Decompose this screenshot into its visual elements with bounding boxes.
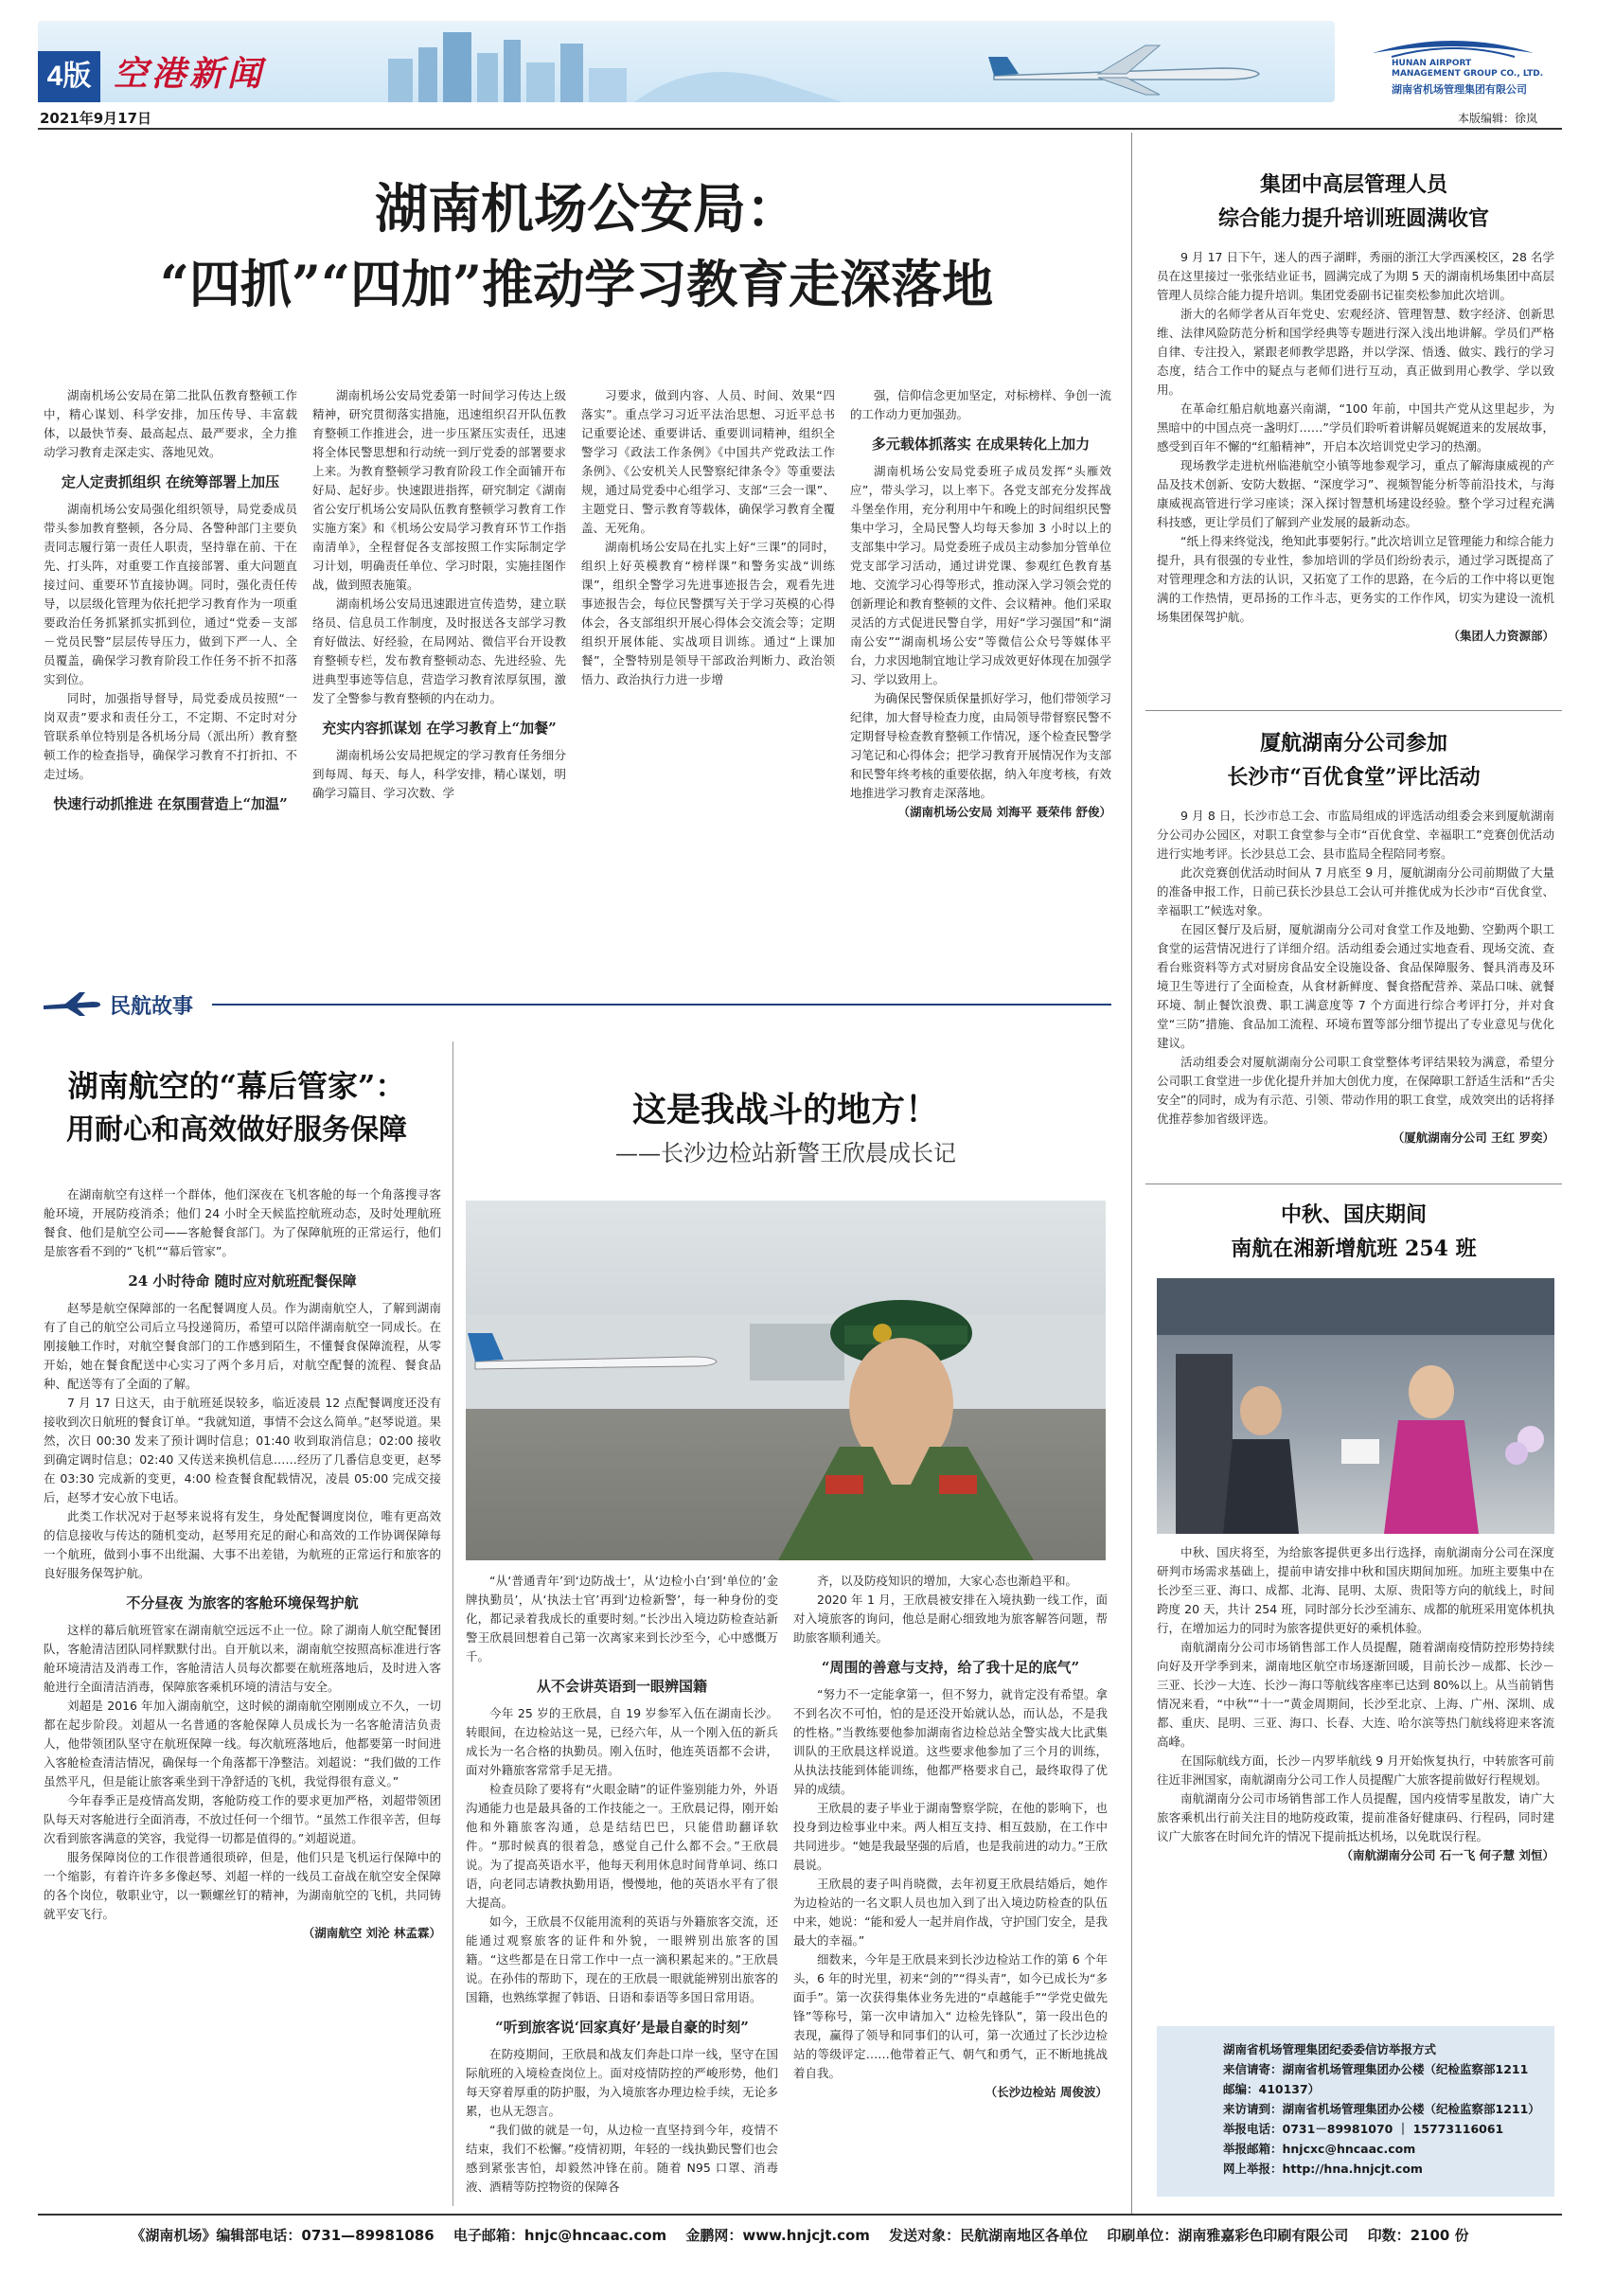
side2-headline-2: 长沙市“百优食堂”评比活动: [1227, 765, 1481, 790]
page-number-badge: 4版: [38, 51, 100, 102]
paragraph: 在防疫期间，王欣晨和战友们奔赴口岸一线，坚守在国际航班的入境检查岗位上。面对疫情防控的严峻形势，他们每天穿着厚重的防护服，为入境旅客办理边检手续，无论多累，也从无怨言。: [466, 2047, 778, 2118]
story2-subtitle: ——长沙边检站新警王欣晨成长记: [615, 1140, 956, 1166]
paragraph: “我们做的就是一句，从边检一直坚持到今年，疫情不结束，我们不松懈。”疫情初期，年轻的一线执勤民警们也会感到紧张害怕，却毅然冲锋在前。随着 N95 口罩、消毒液、酒精等防控物资的保障各: [466, 2123, 778, 2194]
story1-subhead-2: 不分昼夜 为旅客的客舱环境保驾护航: [126, 1594, 359, 1611]
paragraph: 这样的幕后航班管家在湖南航空远远不止一位。除了湖南人航空配餐团队，客舱清洁团队同样默默付出。自开航以来，湖南航空按照高标准进行客舱环境清洁及消毒工作，客舱清洁人员每次都要在航班落地后，及时进入客舱进行全面清洁消毒，保障旅客乘机环境的清洁与安全。: [44, 1623, 441, 1694]
report-title: 湖南省机场管理集团纪委委信访举报方式: [1223, 2042, 1437, 2056]
story1-headline-1: 湖南航空的“幕后管家”：: [67, 1068, 406, 1104]
story1-body: [44, 1185, 441, 2189]
paragraph: 在国际航线方面，长沙－内罗毕航线 9 月开始恢复执行，中转旅客可前往近非洲国家，南航湖南分公司工作人员提醒广大旅客提前做好行程规划。: [1157, 1753, 1554, 1787]
paragraph: 此类工作状况对于赵琴来说将有发生，身处配餐调度岗位，唯有更高效的信息接收与传达的随机变动，赵琴用充足的耐心和高效的工作协调保障每一个航班，做到小事不出纰漏、大事不出差错，为航班的正常运行和旅客的良好服务保驾护航。: [44, 1509, 441, 1580]
org-logo: [1344, 34, 1562, 100]
paragraph: 今年 25 岁的王欣晨，自 19 岁参军入伍在湖南长沙。转眼间，在边检站这一晃，已经六年，从一个刚入伍的新兵成长为一名合格的执勤员。刚入伍时，他连英语都不会讲，面对外籍旅客常常手足无措。: [466, 1706, 778, 1777]
story2-column-2: [793, 1572, 1108, 2197]
side3-photo: [1157, 1278, 1554, 1534]
paragraph: 此次竞赛创优活动时间从 7 月底至 9 月，厦航湖南分公司前期做了大量的准备申报工作，日前已获长沙县总工会认可并推优成为长沙市“百优食堂、幸福职工”候选对象。: [1157, 865, 1554, 917]
side3-body: [1157, 1543, 1554, 1998]
report-box: [1157, 2026, 1554, 2197]
paragraph: 湖南机场公安局在扎实上好“三课”的同时，组织上好英模教育“榜样课”和警务实战“训练课”，组织全警学习先进事迹报告会，观看先进事迹报告会，每位民警撰写关于学习英模的心得体会，各支部组织开展心得体会交流会等；定期组织开展体能、实战项目训练。通过“上课加餐”，全警特别是领导干部政治判断力、政治领悟力、政治执行力进一步增: [581, 540, 835, 686]
paragraph: 湖南机场公安局党委第一时间学习传达上级精神，研究贯彻落实措施，迅速组织召开队伍教育整顿工作推进会，进一步压紧压实责任，迅速将全体民警思想和行动统一到厅党委的部署要求上来。为教育整顿学习教育阶段工作全面铺开布好局、起好步。快速跟进指挥，研究制定《湖南省公安厅机场公安局队伍教育整顿学习教育工作实施方案》和《机场公安局学习教育环节工作指南清单》，全程督促各支部按照工作实际制定学习计划，明确责任单位、学习时限，实施挂图作战，做到照表施策。: [312, 388, 566, 592]
side2-byline: （厦航湖南分公司 王红 罗奕）: [1392, 1130, 1554, 1145]
story1-headline-2: 用耐心和高效做好服务保障: [66, 1113, 407, 1147]
paragraph: 习要求，做到内容、人员、时间、效果“四落实”。重点学习习近平法治思想、习近平总书记重要论述、重要讲话、重要训词精神，组织全警学习《政法工作条例》《中国共产党政法工作条例》、《公安机关人民警察纪律条令》等重要法规，通过局党委中心组学习、支部“三会一课”、主题党日、警示教育等载体，确保学习教育全覆盖、无死角。: [581, 388, 835, 535]
side3-byline: （南航湖南分公司 石一飞 何子慧 刘恒）: [1340, 1848, 1554, 1862]
side1-headline-2: 综合能力提升培训班圆满收官: [1217, 206, 1489, 231]
page-editor: 本版编辑：徐岚: [1458, 112, 1538, 125]
paragraph: 活动组委会对厦航湖南分公司职工食堂整体考评结果较为满意，希望分公司职工食堂进一步优化提升并加大创优力度，在保障职工舒适生活和“舌尖安全”的同时，成为有示范、引领、带动作用的职工食堂，成效突出的话将择优推荐参加省级评选。: [1157, 1055, 1554, 1126]
lead-intro: 湖南机场公安局在第二批队伍教育整顿工作中，精心谋划、科学安排，加压传导、丰富载体，以最快节奏、最高起点、最严要求，全力推动学习教育走深走实、落地见效。: [44, 388, 297, 459]
airplane-icon: [985, 40, 1269, 97]
lead-column-2: [312, 386, 566, 954]
side2-headline-1: 厦航湖南分公司参加: [1259, 731, 1447, 756]
paragraph: 如今，王欣晨不仅能用流利的英语与外籍旅客交流，还能通过观察旅客的证件和外貌，一眼辨别出旅客的国籍。“这些都是在日常工作中一点一滴积累起来的。”王欣晨说。在孙伟的帮助下，现在的王欣晨一眼就能辨别出旅客的国籍，也熟练掌握了韩语、日语和泰语等多国日常用语。: [466, 1914, 778, 2004]
paragraph: 7 月 17 日这天，由于航班延误较多，临近凌晨 12 点配餐调度还没有接收到次日航班的餐食订单。“我就知道，事情不会这么简单。”赵琴说道。果然，次日 00:30 发来了预计调时信息；01:40 收到取消信息；02:00 接收到确定调时信息；02:40 又传送来换机信息……经历了几番信息变更，赵琴在 03:30 完成新的变更，4:00 检查餐食配载情况，凌晨 05:00 完成交接后，赵琴才安心放下电话。: [44, 1396, 441, 1504]
paragraph: “从‘普通青年’到‘边防战士’，从‘边检小白’到‘单位的’金牌执勤员’，从‘执法士官’再到‘边检新警’，每一种身份的变化，都记录着我成长的重要时刻。”长沙出入境边防检查站新警王欣晨回想着自己第一次离家来到长沙至今，心中感慨万千。: [466, 1574, 778, 1664]
org-name-en-1: HUNAN AIRPORT: [1392, 59, 1472, 68]
paragraph: 强，信仰信念更加坚定，对标榜样、争创一流的工作动力更加强劲。: [850, 388, 1111, 421]
paragraph: 赵琴是航空保障部的一名配餐调度人员。作为湖南航空人，了解到湖南有了自己的航空公司后立马投递简历，希望可以陪伴湖南航空一同成长。在刚接触工作时，对航空餐食部门的工作感到陌生，不懂餐食保障流程，从零开始，她在餐食配送中心实习了两个多月后，对航空配餐的流程、餐食品种、配送等有了全面的了解。: [44, 1301, 441, 1391]
lead-headline-1: 湖南机场公安局：: [375, 178, 799, 240]
plane-silhouette-icon: [42, 990, 102, 1017]
masthead-title: 空港新闻: [114, 54, 266, 94]
paragraph: 检查员除了要将有“火眼金睛”的证件鉴别能力外，外语沟通能力也是最具备的工作技能之一。王欣晨记得，刚开始他和外籍旅客沟通，总是结结巴巴，只能借助翻译软件。“那时候真的很着急，感觉自己什么都不会。”王欣晨说。为了提高英语水平，他每天利用休息时间背单词、练口语，向老同志请教执勤用语，慢慢地，他的英语水平有了很大提高。: [466, 1782, 778, 1910]
paragraph: 湖南机场公安局迅速跟进宣传造势，建立联络员、信息员工作制度，及时报送各支部学习教育好做法、好经验，在局网站、微信平台开设教育整顿专栏，发布教育整顿动态、先进经验、先进典型事迹等信息，营造学习教育浓厚氛围，激发了全警参与教育整顿的内在动力。: [312, 596, 566, 705]
airport-logo-icon: [1373, 34, 1534, 61]
paragraph: 2020 年 1 月，王欣晨被安排在入境执勤一线工作，面对入境旅客的询问，他总是耐心细致地为旅客解答问题，帮助旅客顺利通关。: [793, 1593, 1108, 1645]
side2-body: [1157, 807, 1554, 1176]
report-phone: 举报电话：0731－89981070 ｜ 15773116061: [1223, 2122, 1504, 2136]
section-banner: [42, 985, 1111, 1023]
section-label: 民航故事: [110, 994, 194, 1019]
story2-photo: [466, 1201, 1106, 1560]
paragraph: 9 月 8 日，长沙市总工会、市监局组成的评选活动组委会来到厦航湖南分公司办公园区，对职工食堂参与全市“百优食堂、幸福职工”竞赛创优活动进行实地考评。长沙县总工会、县市监局全程陪同考察。: [1157, 809, 1554, 861]
story2-subhead-3: “周围的善意与支持，给了我十足的底气”: [821, 1659, 1080, 1676]
paragraph: 刘超是 2016 年加入湖南航空，这时候的湖南航空刚刚成立不久，一切都在起步阶段。刘超从一名普通的客舱保障人员成长为一名客舱清洁负责人，他带领团队坚守在航班保障一线。每次航班落地后，他都要第一时间进入客舱检查清洁情况，确保每一个角落都干净整洁。刘超说：“我们做的工作虽然平凡，但是能让旅客乘坐到干净舒适的飞机，我觉得很有意义。”: [44, 1699, 441, 1789]
lead-byline: （湖南机场公安局 刘海平 聂荣伟 舒俊）: [897, 805, 1111, 819]
side1-body: [1157, 248, 1554, 674]
lead-subhead-1: 定人定责抓组织 在统筹部署上加压: [61, 473, 280, 490]
report-email: 举报邮箱：hnjcxc@hncaac.com: [1223, 2142, 1416, 2156]
page-footer: 《湖南机场》编辑部电话：0731—89981086 电子邮箱：hnjc@hncaac.com 金鹏网：www.hnjcjt.com 发送对象：民航湖南地区各单位 印刷单位：湖南雅嘉彩色印刷有限公司 印数：2100 份: [131, 2227, 1469, 2244]
paragraph: 同时，加强指导督导，局党委成员按照“一岗双责”要求和责任分工，不定期、不定时对分管联系单位特别是各机场分局（派出所）教育整顿工作的检查指导，确保学习教育不打折扣、不走过场。: [44, 691, 297, 781]
report-mail: 来信请寄：湖南省机场管理集团办公楼（纪检监察部1211 邮编：410137）: [1223, 2062, 1529, 2096]
paragraph: 现场教学走进杭州临港航空小镇等地参观学习，重点了解海康威视的产品及技术创新、安防大数据、“深度学习”、视频智能分析等前沿技术，与海康威视高管进行学习座谈；深入探讨智慧机场建设经验。整个学习过程充满科技感，更让学员们了解到产业发展的最新动态。: [1157, 458, 1554, 529]
paragraph: 王欣晨的妻子毕业于湖南警察学院，在他的影响下，也投身到边检事业中来。两人相互支持、相互鼓励，在工作中共同进步。“她是我最坚强的后盾，也是我前进的动力。”王欣晨说。: [793, 1801, 1108, 1872]
lead-headline-2: “四抓”“四加”推动学习教育走深落地: [159, 254, 994, 314]
paragraph: 南航湖南分公司市场销售部工作人员提醒，随着湖南疫情防控形势持续向好及开学季到来，湖南地区航空市场逐渐回暖，目前长沙－成都、长沙－三亚、长沙－大连、长沙－海口等航线客座率已达到 80%以上。从当前销售情况来看，“中秋”“十一”黄金周期间，长沙至北京、上海、广州、深圳、成都、重庆、昆明、三亚、海口、长春、大连、哈尔滨等热门航线将迎来客流高峰。: [1157, 1640, 1554, 1749]
side1-headline-1: 集团中高层管理人员: [1259, 172, 1447, 197]
paragraph: 齐，以及防疫知识的增加，大家心态也渐趋平和。: [817, 1574, 1078, 1588]
story2-subhead-2: “听到旅客说‘回家真好’是最自豪的时刻”: [495, 2019, 749, 2036]
lead-column-1: [44, 386, 297, 954]
paragraph: 湖南机场公安局党委班子成员发挥“头雁效应”，带头学习，以上率下。各党支部充分发挥战斗堡垒作用，充分利用中午和晚上的时间组织民警集中学习，全局民警人均每天参加 3 小时以上的支部集中学习。局党委班子成员主动参加分管单位党支部学习活动，通过讲党课、参观红色教育基地、交流学习心得等形式，推动深入学习领会党的创新理论和教育整顿的文件、会议精神。他们采取灵活的方式促进民警自学，用好“学习强国”和“湖南公安”“湖南机场公安”等微信公众号等媒体平台，力求因地制宜地让学习成效更好体现在加强学习、学以致用上。: [850, 464, 1111, 686]
paragraph: 南航湖南分公司市场销售部工作人员提醒，国内疫情零星散发，请广大旅客乘机出行前关注目的地防疫政策，提前准备好健康码、行程码，同时建议广大旅客在时间允许的情况下提前抵达机场，以免耽误行程。: [1157, 1791, 1554, 1843]
side3-headline-1: 中秋、国庆期间: [1280, 1202, 1427, 1227]
report-web: 网上举报：http://hna.hnjcjt.com: [1223, 2162, 1423, 2176]
lead-column-4: [850, 386, 1111, 954]
paragraph: 细数来，今年是王欣晨来到长沙边检站工作的第 6 个年头，6 年的时光里，初来“剑的”“得头青”，如今已成长为“多面手”。第一次获得集体业务先进的“卓越能手”“学党史做先锋”等称号，第一次申请加入“ 边检先锋队”，第一段出色的表现，赢得了领导和同事们的认可，第一次通过了长沙边检站的等级评定……他带着正气、朝气和勇气，正不断地挑战着自我。: [793, 1952, 1108, 2080]
paragraph: 中秋、国庆将至，为给旅客提供更多出行选择，南航湖南分公司在深度研判市场需求基础上，提前申请安排中秋和国庆期间加班。加班主要集中在长沙至三亚、海口、成都、北海、昆明、太原、贵阳等方向的航线上，时间跨度 20 天，共计 254 班，同时部分长沙至浦东、成都的航班采用宽体机执行，在增加运力的同时为旅客提供更好的乘机体验。: [1157, 1545, 1554, 1635]
paragraph: “努力不一定能拿第一，但不努力，就肯定没有希望。拿不到名次不可怕，怕的是还没开始就认怂，而认怂，不是我的性格。”当教练要他参加湖南省边检总站全警实战大比武集训队的王欣晨这样说道。这些要求他参加了三个月的训练，从执法技能到体能训练，他都严格要求自己，最终取得了优异的成绩。: [793, 1687, 1108, 1796]
paragraph: 湖南机场公安局强化组织领导，局党委成员带头参加教育整顿，各分局、各警种部门主要负责同志履行第一责任人职责，坚持靠在前、干在先、打头阵，对重要工作直接部署、重大问题直接过问、重要环节直接协调。同时，强化责任传导，以层级化管理为依托把学习教育作为一项重要政治任务抓紧抓实抓到位，通过“党委－支部－党员民警”层层传导压力，做到下严一人、全员覆盖，确保学习教育阶段工作任务不折不扣落实到位。: [44, 502, 297, 686]
paragraph: 在革命红船启航地嘉兴南湖，“100 年前，中国共产党从这里起步，为黑暗中的中国点亮一盏明灯……”学员们聆听着讲解员娓娓道来的发展故事，感受到百年不懈的“红船精神”，开启本次培训党史学习的热潮。: [1157, 401, 1554, 454]
issue-date: 2021年9月17日: [40, 110, 152, 127]
side1-byline: （集团人力资源部）: [1447, 629, 1554, 643]
story2-headline: 这是我战斗的地方！: [631, 1090, 939, 1130]
lead-subhead-3: 充实内容抓谋划 在学习教育上“加餐”: [322, 720, 557, 737]
org-name-cn: 湖南省机场管理集团有限公司: [1392, 83, 1527, 96]
paragraph: 王欣晨的妻子叫肖晓微，去年初夏王欣晨结婚后，她作为边检站的一名文职人员也加入到了出入境边防检查的队伍中来，她说：“能和爱人一起并肩作战，守护国门安全，是我最大的幸福。”: [793, 1877, 1108, 1948]
airport-service-scene-icon: [1157, 1278, 1554, 1534]
lead-column-3: [581, 386, 835, 954]
org-name-en-2: MANAGEMENT GROUP CO., LTD.: [1392, 69, 1544, 79]
report-visit: 来访请到：湖南省机场管理集团办公楼（纪检监察部1211）: [1223, 2102, 1540, 2116]
paragraph: 为确保民警保质保量抓好学习，他们带领学习纪律，加大督导检查力度，由局领导带督察民警不定期督导检查教育整顿工作情况，逐个检查民警学习笔记和心得体会；把学习教育开展情况作为支部和民警年终考核的重要依据，纳入年度考核，有效地推进学习教育走深落地。: [850, 691, 1111, 800]
paragraph: 在园区餐厅及后厨，厦航湖南分公司对食堂工作及地勤、空勤两个职工食堂的运营情况进行了详细介绍。活动组委会通过实地查看、现场交流、查看台账资料等方式对厨房食品安全设施设备、食品保障服务、餐具消毒及环境卫生等进行了全面检查，从食材新鲜度、餐食搭配营养、菜品口味、就餐环境、制止餐饮浪费、职工满意度等 7 个方面进行综合考评打分，并对食堂“三防”措施、食品加工流程、环境布置等部分细节提出了专业意见与优化建议。: [1157, 922, 1554, 1050]
airport-terminal-scene-icon: [466, 1201, 1106, 1560]
paragraph: 服务保障岗位的工作很普通很琐碎，但是，他们只是飞机运行保障中的一个缩影，有着许许多多像赵琴、刘超一样的一线员工奋战在航空安全保障的各个岗位，敬职业守，以一颗螺丝钉的精神，为湖南航空的飞机，共同铸就平安飞行。: [44, 1850, 441, 1921]
story2-byline: （长沙边检站 周俊波）: [985, 2085, 1108, 2099]
city-skyline-icon: [350, 21, 880, 102]
lead-subhead-4: 多元载体抓落实 在成果转化上加力: [871, 436, 1091, 453]
page-header: [0, 0, 1597, 127]
side3-headline-2: 南航在湘新增航班 254 班: [1231, 1237, 1477, 1261]
story2-subhead-1: 从不会讲英语到一眼辨国籍: [536, 1678, 707, 1695]
story1-byline: （湖南航空 刘沦 林孟霖）: [302, 1926, 441, 1940]
paragraph: 在湖南航空有这样一个群体，他们深夜在飞机客舱的每一个角落搜寻客舱环境，开展防疫消杀；他们 24 小时全天候监控航班动态，及时处理航班餐食、他们是航空公司——客舱餐食部门。为了保障航班的正常运行，他们是旅客看不到的“飞机”“幕后管家”。: [44, 1187, 441, 1258]
lead-subhead-2: 快速行动抓推进 在氛围营造上“加温”: [53, 795, 288, 812]
story1-subhead-1: 24 小时待命 随时应对航班配餐保障: [128, 1273, 357, 1290]
story2-column-1: [466, 1572, 778, 2197]
paragraph: 9 月 17 日下午，迷人的西子湖畔，秀丽的浙江大学西溪校区，28 名学员在这里接过一张张结业证书，圆满完成了为期 5 天的湖南机场集团中高层管理人员综合能力提升培训。集团党委副书记崔奕松参加此次培训。: [1157, 250, 1554, 302]
paragraph: 今年春季正是疫情高发期，客舱防疫工作的要求更加严格，刘超带领团队每天对客舱进行全面消毒，不放过任何一个细节。“虽然工作很辛苦，但每次看到旅客满意的笑容，我觉得一切都是值得的。”刘超说道。: [44, 1793, 441, 1845]
paragraph: “纸上得来终觉浅，绝知此事要躬行。”此次培训立足管理能力和综合能力提升，具有很强的专业性，参加培训的学员们纷纷表示，通过学习既提高了对管理理念和方法的认识，又拓宽了工作的思路，在今后的工作中将以更饱满的工作热情，更昂扬的工作斗志，更务实的工作作风，切实为建设一流机场集团保驾护航。: [1157, 534, 1554, 624]
paragraph: 湖南机场公安局把规定的学习教育任务细分到每周、每天、每人，科学安排，精心谋划，明确学习篇目、学习次数、学: [312, 748, 566, 800]
paragraph: 浙大的名师学者从百年党史、宏观经济、管理智慧、数字经济、创新思维、法律风险防范分析和国学经典等专题进行深入浅出地讲解。学员们严格自律、专注投入，紧跟老师教学思路，并以学深、悟透、做实、践行的学习态度，结合工作中的疑点与老师们进行互动，真正做到用心教学、学以致用。: [1157, 307, 1554, 397]
